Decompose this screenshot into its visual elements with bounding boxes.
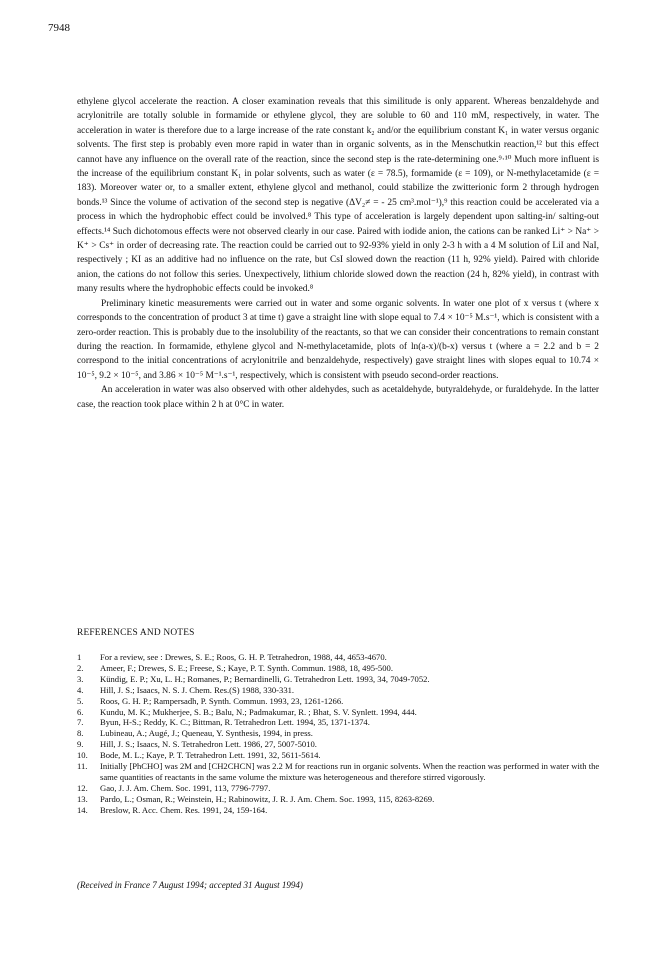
body-text — [77, 95, 599, 412]
references-heading: REFERENCES AND NOTES — [77, 628, 195, 638]
reference-item — [77, 685, 607, 696]
reference-text: Bode, M. L.; Kaye, P. T. Tetrahedron Lett. 1991, 32, 5611-5614. — [100, 750, 321, 761]
reference-number: 6. — [77, 706, 84, 717]
reference-number: 1 — [77, 652, 82, 662]
paragraph: ethylene glycol accelerate the reaction. A closer examination reveals that this similitude is only apparent. Whereas benzaldehyde and acrylonitrile are totally soluble in formamide or ethylene glycol, they are soluble to 60 and 110 mM, respectively, in water. The acceleration in water is therefore due to a large increase of the rate constant k₂ and/or the equilibrium constant K₁ in water versus organic solvents. The first step is probably even more rapid in water than in organic solvents, as in the Menschutkin reaction,¹² but this effect cannot have any influence on the overall rate of the reaction, since the second step is the rate-determining one.⁹·¹⁰ Much more influent is the increase of the equilibrium constant K₁ in polar solvents, such as water (ε = 78.5), formamide (ε = 109), or N-methylacetamide (ε = 183). Moreover water or, to a smaller extent, ethylene glycol and methanol, could stabilize the zwitterionic form 2 through hydrogen bonds.¹³ Since the volume of activation of the second step is negative (ΔV₂≠ = - 25 cm³.mol⁻¹),⁹ this reaction could be accelerated via a process in which the hydrophobic effect could be involved.⁸ This type of acceleration is largely dependent upon salting-in/ salting-out effects.¹⁴ Such dichotomous effects were not observed clearly in our case. Paired with iodide anion, the cations can be ranked Li⁺ > Na⁺ > K⁺ > Cs⁺ in order of decreasing rate. The reaction could be carried out to 92-93% yield in only 2-3 h with a 4 M solution of LiI and NaI, respectively ; KI as an additive had no influence on the rate, but CsI slowed down the reaction (11 h, 92% yield). Paired with chloride anion, the cations do not follow this series. Unexpectively, lithium chloride slowed down the reaction (24 h, 82% yield), in contrast with many results where the hydrophobic effects could be invoked.⁸ — [77, 97, 599, 295]
paragraph: An acceleration in water was also observed with other aldehydes, such as acetaldehyde, butyraldehyde, or furaldehyde. In the latter case, the reaction took place within 2 h at 0°C in water. — [77, 385, 599, 410]
reference-number: 14. — [77, 804, 88, 815]
reference-number: 10. — [77, 750, 88, 761]
reference-item — [77, 805, 607, 816]
reference-item — [77, 761, 607, 783]
reference-item — [77, 652, 607, 663]
reference-number: 4. — [77, 684, 84, 695]
reference-number: 7. — [77, 717, 84, 728]
reference-number: 2. — [77, 662, 84, 673]
reference-item — [77, 717, 607, 728]
reference-item — [77, 696, 607, 707]
reference-item — [77, 750, 607, 761]
reference-number: 5. — [77, 695, 84, 706]
reference-number: 12. — [77, 782, 88, 793]
reference-number: 3. — [77, 673, 84, 684]
reference-item — [77, 783, 607, 794]
reference-number: 9. — [77, 739, 84, 750]
reference-text: Initially [PhCHO] was 2M and [CH2CHCN] was 2.2 M for reactions run in organic solvents. When the reaction was performed in water with the same quantities of reactants in the same volume the mixture was heterogeneous and therefore stirred vigorously. — [100, 761, 600, 782]
reference-text: Roos, G. H. P.; Rampersadh, P. Synth. Commun. 1993, 23, 1261-1266. — [100, 695, 344, 706]
reference-text: Gao, J. J. Am. Chem. Soc. 1991, 113, 7796-7797. — [100, 782, 271, 793]
reference-item — [77, 707, 607, 718]
page-number: 7948 — [48, 22, 70, 34]
reference-text: Hill, J. S.; Isaacs, N. S. J. Chem. Res.(S) 1988, 330-331. — [100, 684, 295, 695]
reference-text: Hill, J. S.; Isaacs, N. S. Tetrahedron Lett. 1986, 27, 5007-5010. — [100, 739, 317, 750]
reference-number: 8. — [77, 728, 84, 739]
reference-item — [77, 663, 607, 674]
reference-text: Pardo, L.; Osman, R.; Weinstein, H.; Rabinowitz, J. R. J. Am. Chem. Soc. 1993, 115, 8263-8269. — [100, 793, 435, 804]
reference-number: 13. — [77, 793, 88, 804]
reference-item — [77, 739, 607, 750]
references-list — [77, 652, 607, 816]
reference-item — [77, 794, 607, 805]
reference-text: Kundu, M. K.; Mukherjee, S. B.; Balu, N.; Padmakumar, R. ; Bhat, S. V. Synlett. 1994, 444. — [100, 706, 417, 717]
reference-text: Byun, H-S.; Reddy, K. C.; Bittman, R. Tetrahedron Lett. 1994, 35, 1371-1374. — [100, 717, 370, 728]
reference-text: For a review, see : Drewes, S. E.; Roos, G. H. P. Tetrahedron, 1988, 44, 4653-4670. — [100, 652, 387, 662]
received-note: (Received in France 7 August 1994; accepted 31 August 1994) — [77, 880, 303, 890]
reference-text: Ameer, F.; Drewes, S. E.; Freese, S.; Kaye, P. T. Synth. Commun. 1988, 18, 495-500. — [100, 662, 393, 673]
paragraph: Preliminary kinetic measurements were carried out in water and some organic solvents. In water one plot of x versus t (where x corresponds to the concentration of product 3 at time t) gave a straight line with slope equal to 7.4 × 10⁻⁵ M.s⁻¹, which is consistent with a zero-order reaction. This is probably due to the insolubility of the reactants, so that we can consider their concentrations to remain constant during the reaction. In formamide, ethylene glycol and N-methylacetamide, plots of ln(a-x)/(b-x) versus t (where a = 2.2 and b = 2 correspond to the initial concentrations of acrylonitrile and benzaldehyde, respectively) gave straight lines with slopes equal to 10.74 × 10⁻⁵, 9.2 × 10⁻⁵, and 3.86 × 10⁻⁵ M⁻¹.s⁻¹, respectively, which is consistent with pseudo second-order reactions. — [77, 298, 599, 381]
reference-text: Kündig, E. P.; Xu, L. H.; Romanes, P.; Bernardinelli, G. Tetrahedron Lett. 1993, 34, 7049-7052. — [100, 673, 430, 684]
reference-item — [77, 728, 607, 739]
reference-number: 11. — [77, 761, 88, 772]
reference-text: Breslow, R. Acc. Chem. Res. 1991, 24, 159-164. — [100, 804, 268, 815]
reference-item — [77, 674, 607, 685]
reference-text: Lubineau, A.; Augé, J.; Queneau, Y. Synthesis, 1994, in press. — [100, 728, 313, 739]
